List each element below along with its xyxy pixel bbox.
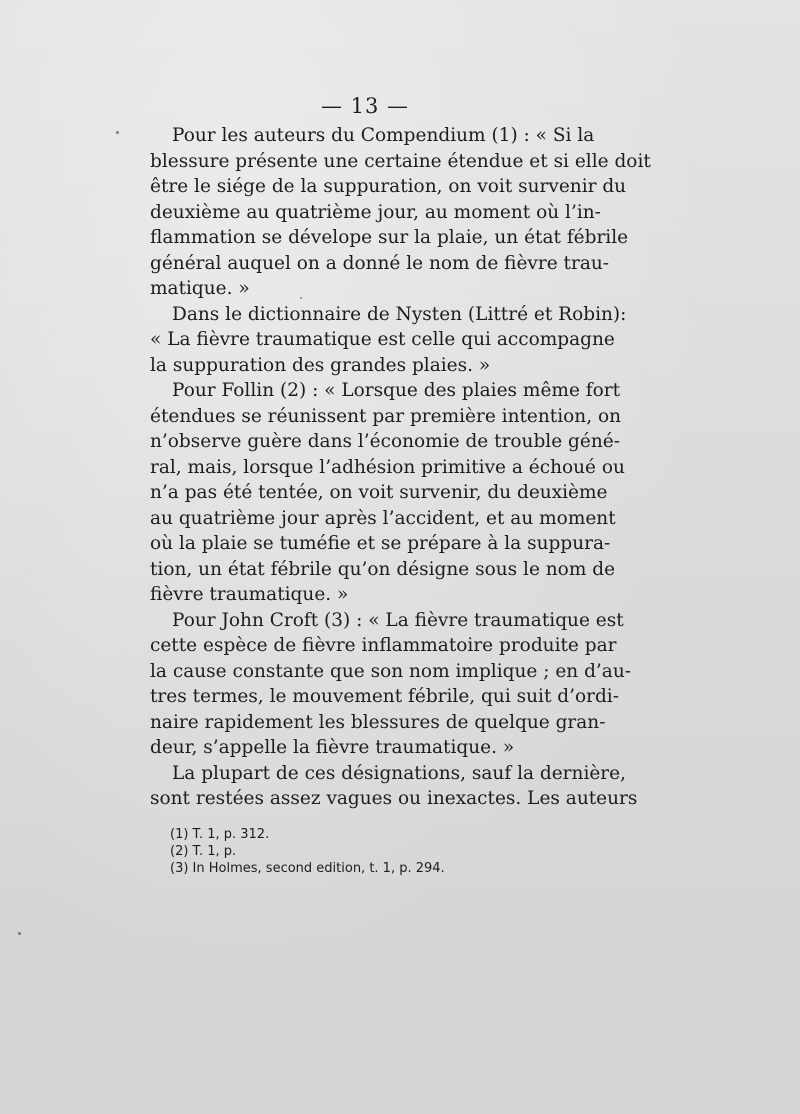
- body-text: [150, 123, 651, 812]
- paper-speck: [300, 297, 302, 299]
- footnote: (1) T. 1, p. 312.: [170, 827, 270, 842]
- text-line: Pour Follin (2) : « Lorsque des plaies même fort: [172, 380, 621, 401]
- paper-speck: [116, 131, 119, 134]
- text-line: Pour les auteurs du Compendium (1) : « Si la: [172, 125, 595, 146]
- text-line: où la plaie se tuméfie et se prépare à la suppura-: [150, 533, 611, 554]
- paper-speck: [18, 932, 21, 935]
- text-line: tres termes, le mouvement fébrile, qui suit d’ordi-: [150, 686, 619, 707]
- text-line: ral, mais, lorsque l’adhésion primitive a échoué ou: [150, 456, 625, 478]
- footnote: (2) T. 1, p.: [170, 844, 237, 859]
- text-line: tion, un état fébrile qu’on désigne sous le nom de: [150, 558, 616, 580]
- footnote: (3) In Holmes, second edition, t. 1, p. 294.: [170, 861, 445, 876]
- text-line: matique. »: [150, 278, 250, 299]
- text-line: flammation se dévelope sur la plaie, un état fébrile: [150, 227, 629, 248]
- text-line: la cause constante que son nom implique ; en d’au-: [150, 660, 631, 682]
- text-line: cette espèce de fièvre inflammatoire produite par: [150, 635, 617, 656]
- text-line: au quatrième jour après l’accident, et au moment: [150, 507, 616, 529]
- text-line: deuxième au quatrième jour, au moment où l’in-: [150, 201, 601, 223]
- page-number: — 13 —: [320, 94, 410, 118]
- text-line: Dans le dictionnaire de Nysten (Littré et Robin):: [172, 303, 627, 325]
- text-line: n’a pas été tentée, on voit survenir, du deuxième: [150, 482, 608, 503]
- text-line: « La fièvre traumatique est celle qui accompagne: [150, 329, 615, 350]
- text-line: blessure présente une certaine étendue et si elle doit: [150, 150, 651, 172]
- text-line: deur, s’appelle la fièvre traumatique. »: [150, 737, 515, 758]
- footnotes: [170, 826, 610, 877]
- text-line: naire rapidement les blessures de quelque gran-: [150, 711, 606, 733]
- text-line: la suppuration des grandes plaies. »: [150, 354, 491, 376]
- text-line: La plupart de ces désignations, sauf la dernière,: [172, 762, 626, 784]
- text-line: étendues se réunissent par première intention, on: [150, 405, 622, 427]
- text-line: sont restées assez vagues ou inexactes. Les auteurs: [150, 788, 638, 809]
- text-line: Pour John Croft (3) : « La fièvre traumatique est: [172, 609, 624, 631]
- text-line: n’observe guère dans l’économie de trouble géné-: [150, 431, 620, 452]
- text-line: être le siége de la suppuration, on voit survenir du: [150, 176, 627, 197]
- text-line: fièvre traumatique. »: [150, 584, 349, 605]
- text-line: général auquel on a donné le nom de fièvre trau-: [150, 252, 610, 274]
